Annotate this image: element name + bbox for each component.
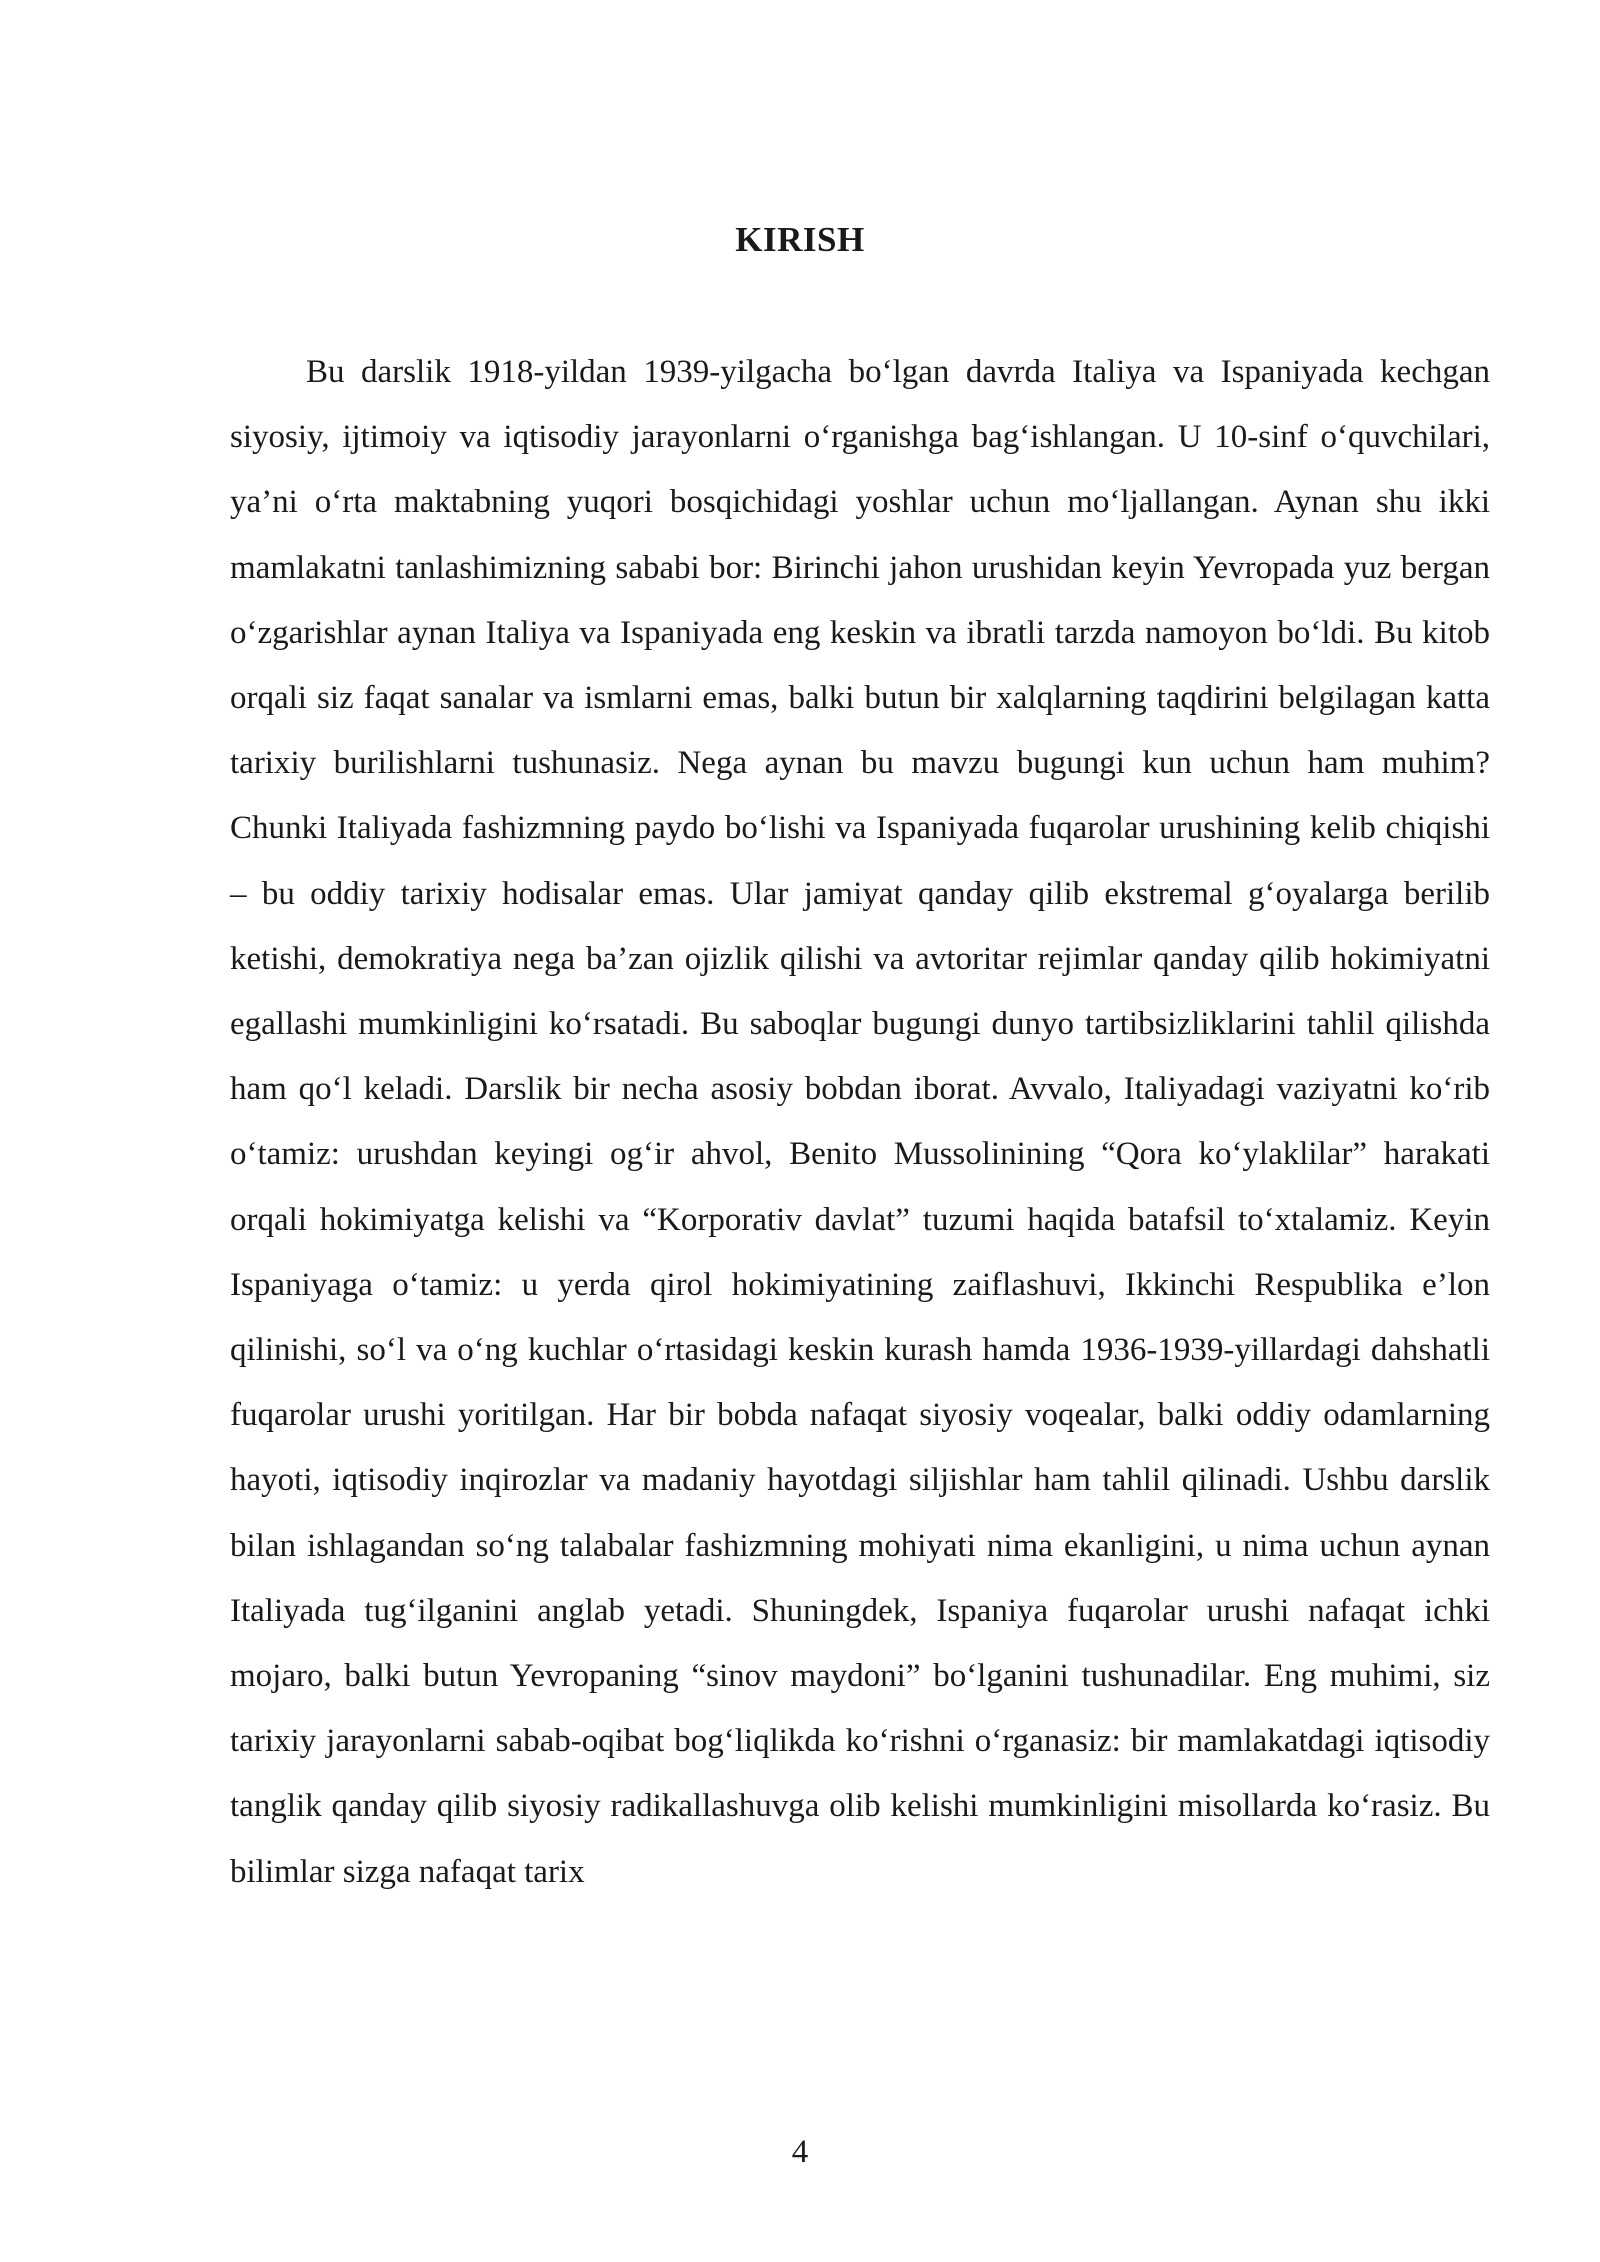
body-paragraph: Bu darslik 1918-yildan 1939-yilgacha bo‘lgan davrda Italiya va Ispaniyada kechgan siyosiy, ijtimoiy va iqtisodiy jarayonlarni o‘rganishga bag‘ishlangan. U 10-sinf o‘quvchilari, ya’ni o‘rta maktabning yuqori bosqichidagi yoshlar uchun mo‘ljallangan. Aynan shu ikki mamlakatni tanlashimizning sababi bor: Birinchi jahon urushidan keyin Yevropada yuz bergan o‘zgarishlar aynan Italiya va Ispaniyada eng keskin va ibratli tarzda namoyon bo‘ldi. Bu kitob orqali siz faqat sanalar va ismlarni emas, balki butun bir xalqlarning taqdirini belgilagan katta tarixiy burilishlarni tushunasiz. Nega aynan bu mavzu bugungi kun uchun ham muhim? Chunki Italiyada fashizmning paydo bo‘lishi va Ispaniyada fuqarolar urushining kelib chiqishi – bu oddiy tarixiy hodisalar emas. Ular jamiyat qanday qilib ekstremal g‘oyalarga berilib ketishi, demokratiya nega ba’zan ojizlik qilishi va avtoritar rejimlar qanday qilib hokimiyatni egallashi mumkinligini ko‘rsatadi. Bu saboqlar bugungi dunyo tartibsizliklarini tahlil qilishda ham qo‘l keladi. Darslik bir necha asosiy bobdan iborat. Avvalo, Italiyadagi vaziyatni ko‘rib o‘tamiz: urushdan keyingi og‘ir ahvol, Benito Mussolinining “Qora ko‘ylaklilar” harakati orqali hokimiyatga kelishi va “Korporativ davlat” tuzumi haqida batafsil to‘xtalamiz. Keyin Ispaniyaga o‘tamiz: u yerda qirol hokimiyatining zaiflashuvi, Ikkinchi Respublika e’lon qilinishi, so‘l va o‘ng kuchlar o‘rtasidagi keskin kurash hamda 1936-1939-yillardagi dahshatli fuqarolar urushi yoritilgan. Har bir bobda nafaqat siyosiy voqealar, balki oddiy odamlarning hayoti, iqtisodiy inqirozlar va madaniy hayotdagi siljishlar ham tahlil qilinadi. Ushbu darslik bilan ishlagandan so‘ng talabalar fashizmning mohiyati nima ekanligini, u nima uchun aynan Italiyada tug‘ilganini anglab yetadi. Shuningdek, Ispaniya fuqarolar urushi nafaqat ichki mojaro, balki butun Yevropaning “sinov maydoni” bo‘lganini tushunadilar. Eng muhimi, siz tarixiy jarayonlarni sabab-oqibat bog‘liqlikda ko‘rishni o‘rganasiz: bir mamlakatdagi iqtisodiy tanglik qanday qilib siyosiy radikallashuvga olib kelishi mumkinligini misollarda ko‘rasiz. Bu bilimlar sizga nafaqat tarix <box>230 354 1490 1890</box>
page-number: 4 <box>791 2134 809 2170</box>
section-heading: KIRISH <box>735 220 865 259</box>
